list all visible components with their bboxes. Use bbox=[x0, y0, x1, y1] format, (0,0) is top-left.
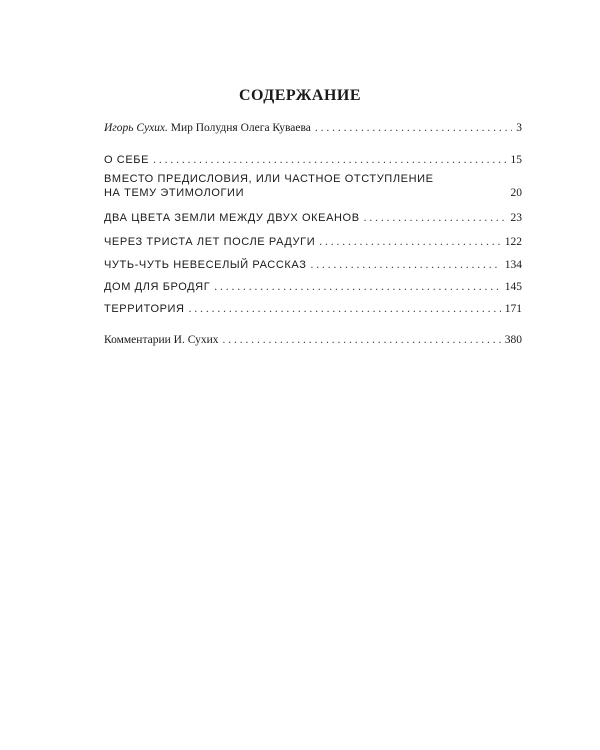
toc-entry-title: ТЕРРИТОРИЯ bbox=[104, 303, 185, 315]
dot-leader bbox=[364, 211, 507, 225]
toc-entry-page: 3 bbox=[516, 122, 522, 134]
toc-entry-title: Комментарии И. Сухих bbox=[104, 334, 219, 346]
toc-entry-o-sebe bbox=[104, 153, 522, 167]
toc-entry-preface bbox=[104, 172, 522, 200]
toc-entry-page: 122 bbox=[504, 236, 522, 248]
dot-leader bbox=[189, 302, 501, 316]
dot-leader bbox=[153, 153, 506, 167]
toc-entry-page: 171 bbox=[504, 303, 522, 315]
toc-entry-three-hundred-years bbox=[104, 235, 522, 249]
toc-entry-author: Игорь Сухих. bbox=[104, 122, 168, 134]
toc-entry-title: ДВА ЦВЕТА ЗЕМЛИ МЕЖДУ ДВУХ ОКЕАНОВ bbox=[104, 212, 360, 224]
toc-entry-page: 145 bbox=[504, 281, 522, 293]
toc-entry-house-for-tramps bbox=[104, 280, 522, 294]
toc-entry-title: Игорь Сухих. Мир Полудня Олега Куваева bbox=[104, 122, 311, 134]
toc-entry-title: ЧУТЬ-ЧУТЬ НЕВЕСЕЛЫЙ РАССКАЗ bbox=[104, 259, 307, 271]
dot-leader bbox=[223, 333, 501, 347]
toc-entry-title: ДОМ ДЛЯ БРОДЯГ bbox=[104, 281, 211, 293]
dot-leader bbox=[214, 280, 500, 294]
toc-entry-page: 20 bbox=[510, 187, 522, 199]
toc-entry-title: ЧЕРЕЗ ТРИСТА ЛЕТ ПОСЛЕ РАДУГИ bbox=[104, 236, 316, 248]
toc-entry-page: 15 bbox=[510, 154, 522, 166]
toc-entry-territory bbox=[104, 302, 522, 316]
toc-entry-page: 134 bbox=[504, 259, 522, 271]
toc-entry-two-colors bbox=[104, 211, 522, 225]
toc-entry-sad-story bbox=[104, 258, 522, 272]
page-title: СОДЕРЖАНИЕ bbox=[238, 87, 362, 104]
dot-leader bbox=[315, 121, 512, 135]
toc-entry-title-line2: НА ТЕМУ ЭТИМОЛОГИИ bbox=[104, 187, 245, 199]
toc-entry-introduction bbox=[104, 121, 522, 135]
toc-entry-title: О СЕБЕ bbox=[104, 154, 150, 166]
toc-entry-title-line1: ВМЕСТО ПРЕДИСЛОВИЯ, ИЛИ ЧАСТНОЕ ОТСТУПЛЕНИЕ bbox=[104, 173, 434, 185]
dot-leader bbox=[310, 258, 500, 272]
toc-entry-commentary bbox=[104, 333, 522, 347]
dot-leader bbox=[319, 235, 501, 249]
toc-entry-page: 23 bbox=[510, 212, 522, 224]
toc-entry-page: 380 bbox=[504, 334, 522, 346]
